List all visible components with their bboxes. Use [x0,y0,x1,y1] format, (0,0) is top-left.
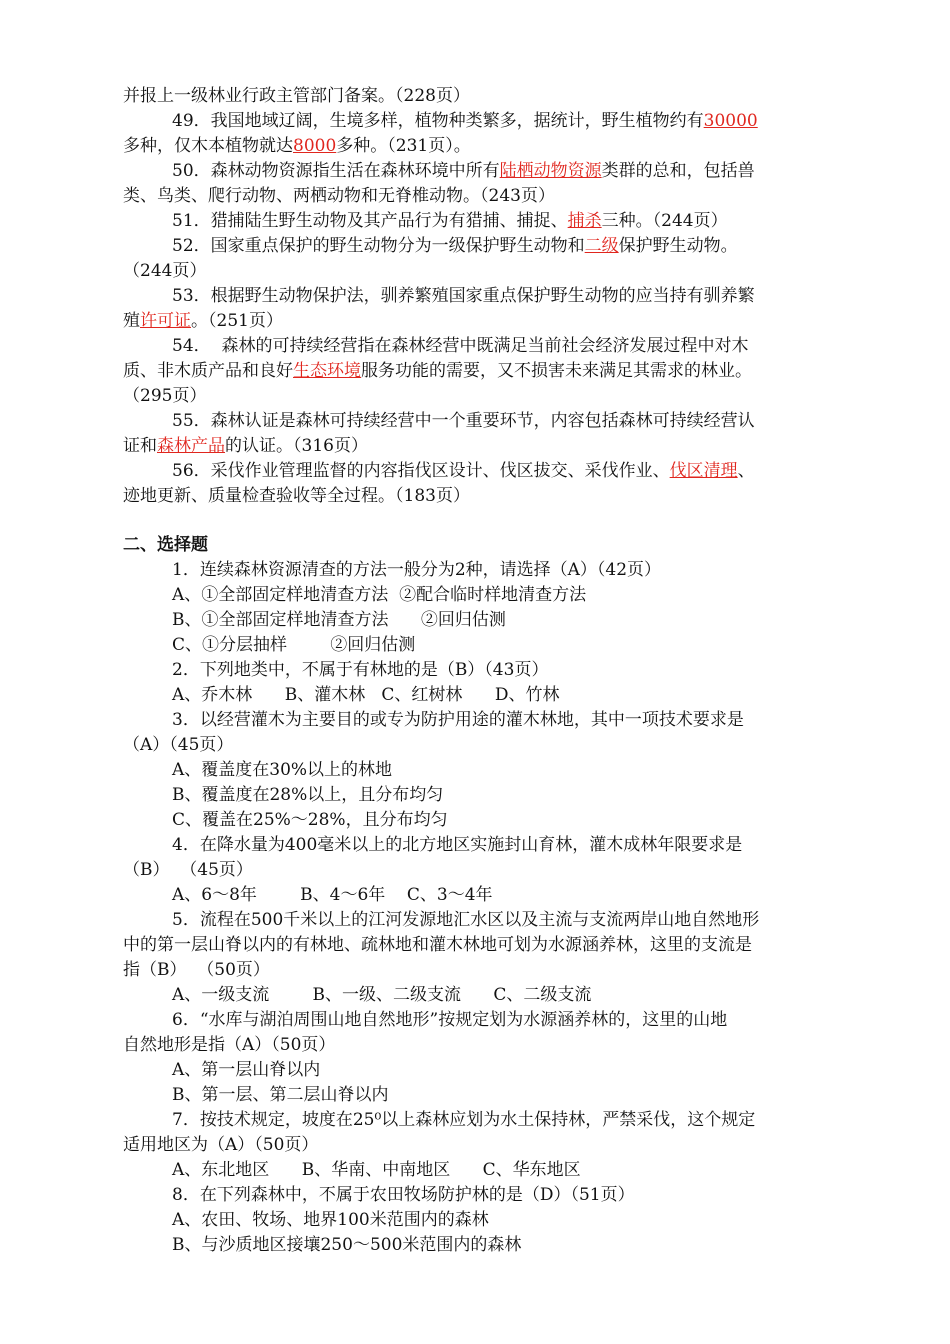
choice-line: C、覆盖在25%～28%，且分布均匀 [172,810,448,830]
question-54-line-2: 质、非木质产品和良好生态环境服务功能的需要，又不损害未来满足其需求的林业。 [123,361,752,381]
choice-line: A、乔木林 B、灌木林 C、红树林 D、竹林 [172,685,560,705]
choice-line: B、与沙质地区接壤250～500米范围内的森林 [172,1235,522,1255]
choice-line: 5．流程在500千米以上的江河发源地汇水区以及主流与支流两岸山地自然地形 [172,910,760,930]
choice-line: 中的第一层山脊以内的有林地、疏林地和灌木林地可划为水源涵养林，这里的支流是 [123,935,752,955]
question-49-line-2: 多种，仅木本植物就达8000多种。（231页）。 [123,136,471,156]
answer-second-class: 二级 [584,236,619,256]
answer-ecological-environment: 生态环境 [293,361,361,381]
question-55-line-2: 证和森林产品的认证。（316页） [123,436,368,456]
choice-line: A、覆盖度在30%以上的林地 [172,760,393,780]
question-55-line-1: 55．森林认证是森林可持续经营中一个重要环节，内容包括森林可持续经营认 [172,411,755,431]
choice-line: 8．在下列森林中，不属于农田牧场防护林的是（D）（51页） [172,1185,635,1205]
choice-line: （B） （45页） [123,860,253,880]
choice-line: 1．连续森林资源清查的方法一般分为2种，请选择（A）（42页） [172,560,662,580]
question-56-line-2: 迹地更新、质量检查验收等全过程。（183页） [123,486,470,506]
choice-line: 3．以经营灌木为主要目的或专为防护用途的灌木林地，其中一项技术要求是 [172,710,744,730]
choice-line: B、第一层、第二层山脊以内 [172,1085,389,1105]
question-50-line-2: 类、鸟类、爬行动物、两栖动物和无脊椎动物。（243页） [123,186,555,206]
choice-line: 2．下列地类中，不属于有林地的是（B）（43页） [172,660,549,680]
question-53-line-2: 殖许可证。（251页） [123,311,283,331]
choice-line: 指（B） （50页） [123,960,270,980]
text-line: 并报上一级林业行政主管部门备案。（228页） [123,86,470,106]
choice-line: A、东北地区 B、华南、中南地区 C、华东地区 [172,1160,581,1180]
answer-land-animal-resources: 陆栖动物资源 [499,161,602,181]
question-51: 51．猎捕陆生野生动物及其产品行为有猎捕、捕捉、捕杀三种。（244页） [172,211,728,231]
choice-line: A、农田、牧场、地界100米范围内的森林 [172,1210,489,1230]
choice-line: 6．“水库与湖泊周围山地自然地形”按规定划为水源涵养林的，这里的山地 [172,1010,728,1030]
choice-line: A、6～8年 B、4～6年 C、3～4年 [172,885,493,905]
question-50-line-1: 50．森林动物资源指生活在森林环境中所有陆栖动物资源类群的总和，包括兽 [172,161,755,181]
question-52-line-1: 52．国家重点保护的野生动物分为一级保护野生动物和二级保护野生动物。 [172,236,738,256]
question-54-line-1: 54． 森林的可持续经营指在森林经营中既满足当前社会经济发展过程中对木 [172,336,749,356]
choice-line: A、①全部固定样地清查方法 ②配合临时样地清查方法 [172,585,587,605]
choice-line: C、①分层抽样 ②回归估测 [172,635,416,655]
answer-forest-products: 森林产品 [157,436,225,456]
choice-line: 4．在降水量为400毫米以上的北方地区实施封山育林，灌木成林年限要求是 [172,835,743,855]
section-heading: 二、选择题 [123,535,208,555]
question-49-line-1: 49．我国地域辽阔，生境多样，植物种类繁多，据统计，野生植物约有30000 [172,111,758,131]
choice-line: （A）（45页） [123,735,234,755]
question-52-line-2: （244页） [123,261,207,281]
answer-30000: 30000 [703,111,758,131]
choice-line: B、①全部固定样地清查方法 ②回归估测 [172,610,506,630]
choice-line: A、一级支流 B、一级、二级支流 C、二级支流 [172,985,592,1005]
question-53-line-1: 53．根据野生动物保护法，驯养繁殖国家重点保护野生动物的应当持有驯养繁 [172,286,755,306]
choice-line: 7．按技术规定，坡度在25⁰以上森林应划为水土保持林，严禁采伐，这个规定 [172,1110,756,1130]
answer-kill: 捕杀 [567,211,602,231]
question-56-line-1: 56．采伐作业管理监督的内容指伐区设计、伐区拔交、采伐作业、伐区清理、 [172,461,755,481]
answer-logging-area-cleanup: 伐区清理 [669,461,738,481]
answer-license: 许可证 [140,311,191,331]
answer-8000: 8000 [293,136,337,156]
choice-line: A、第一层山脊以内 [172,1060,321,1080]
question-54-line-3: （295页） [123,386,207,406]
choice-line: 适用地区为（A）（50页） [123,1135,319,1155]
choice-line: 自然地形是指（A）（50页） [123,1035,336,1055]
choice-line: B、覆盖度在28%以上，且分布均匀 [172,785,444,805]
